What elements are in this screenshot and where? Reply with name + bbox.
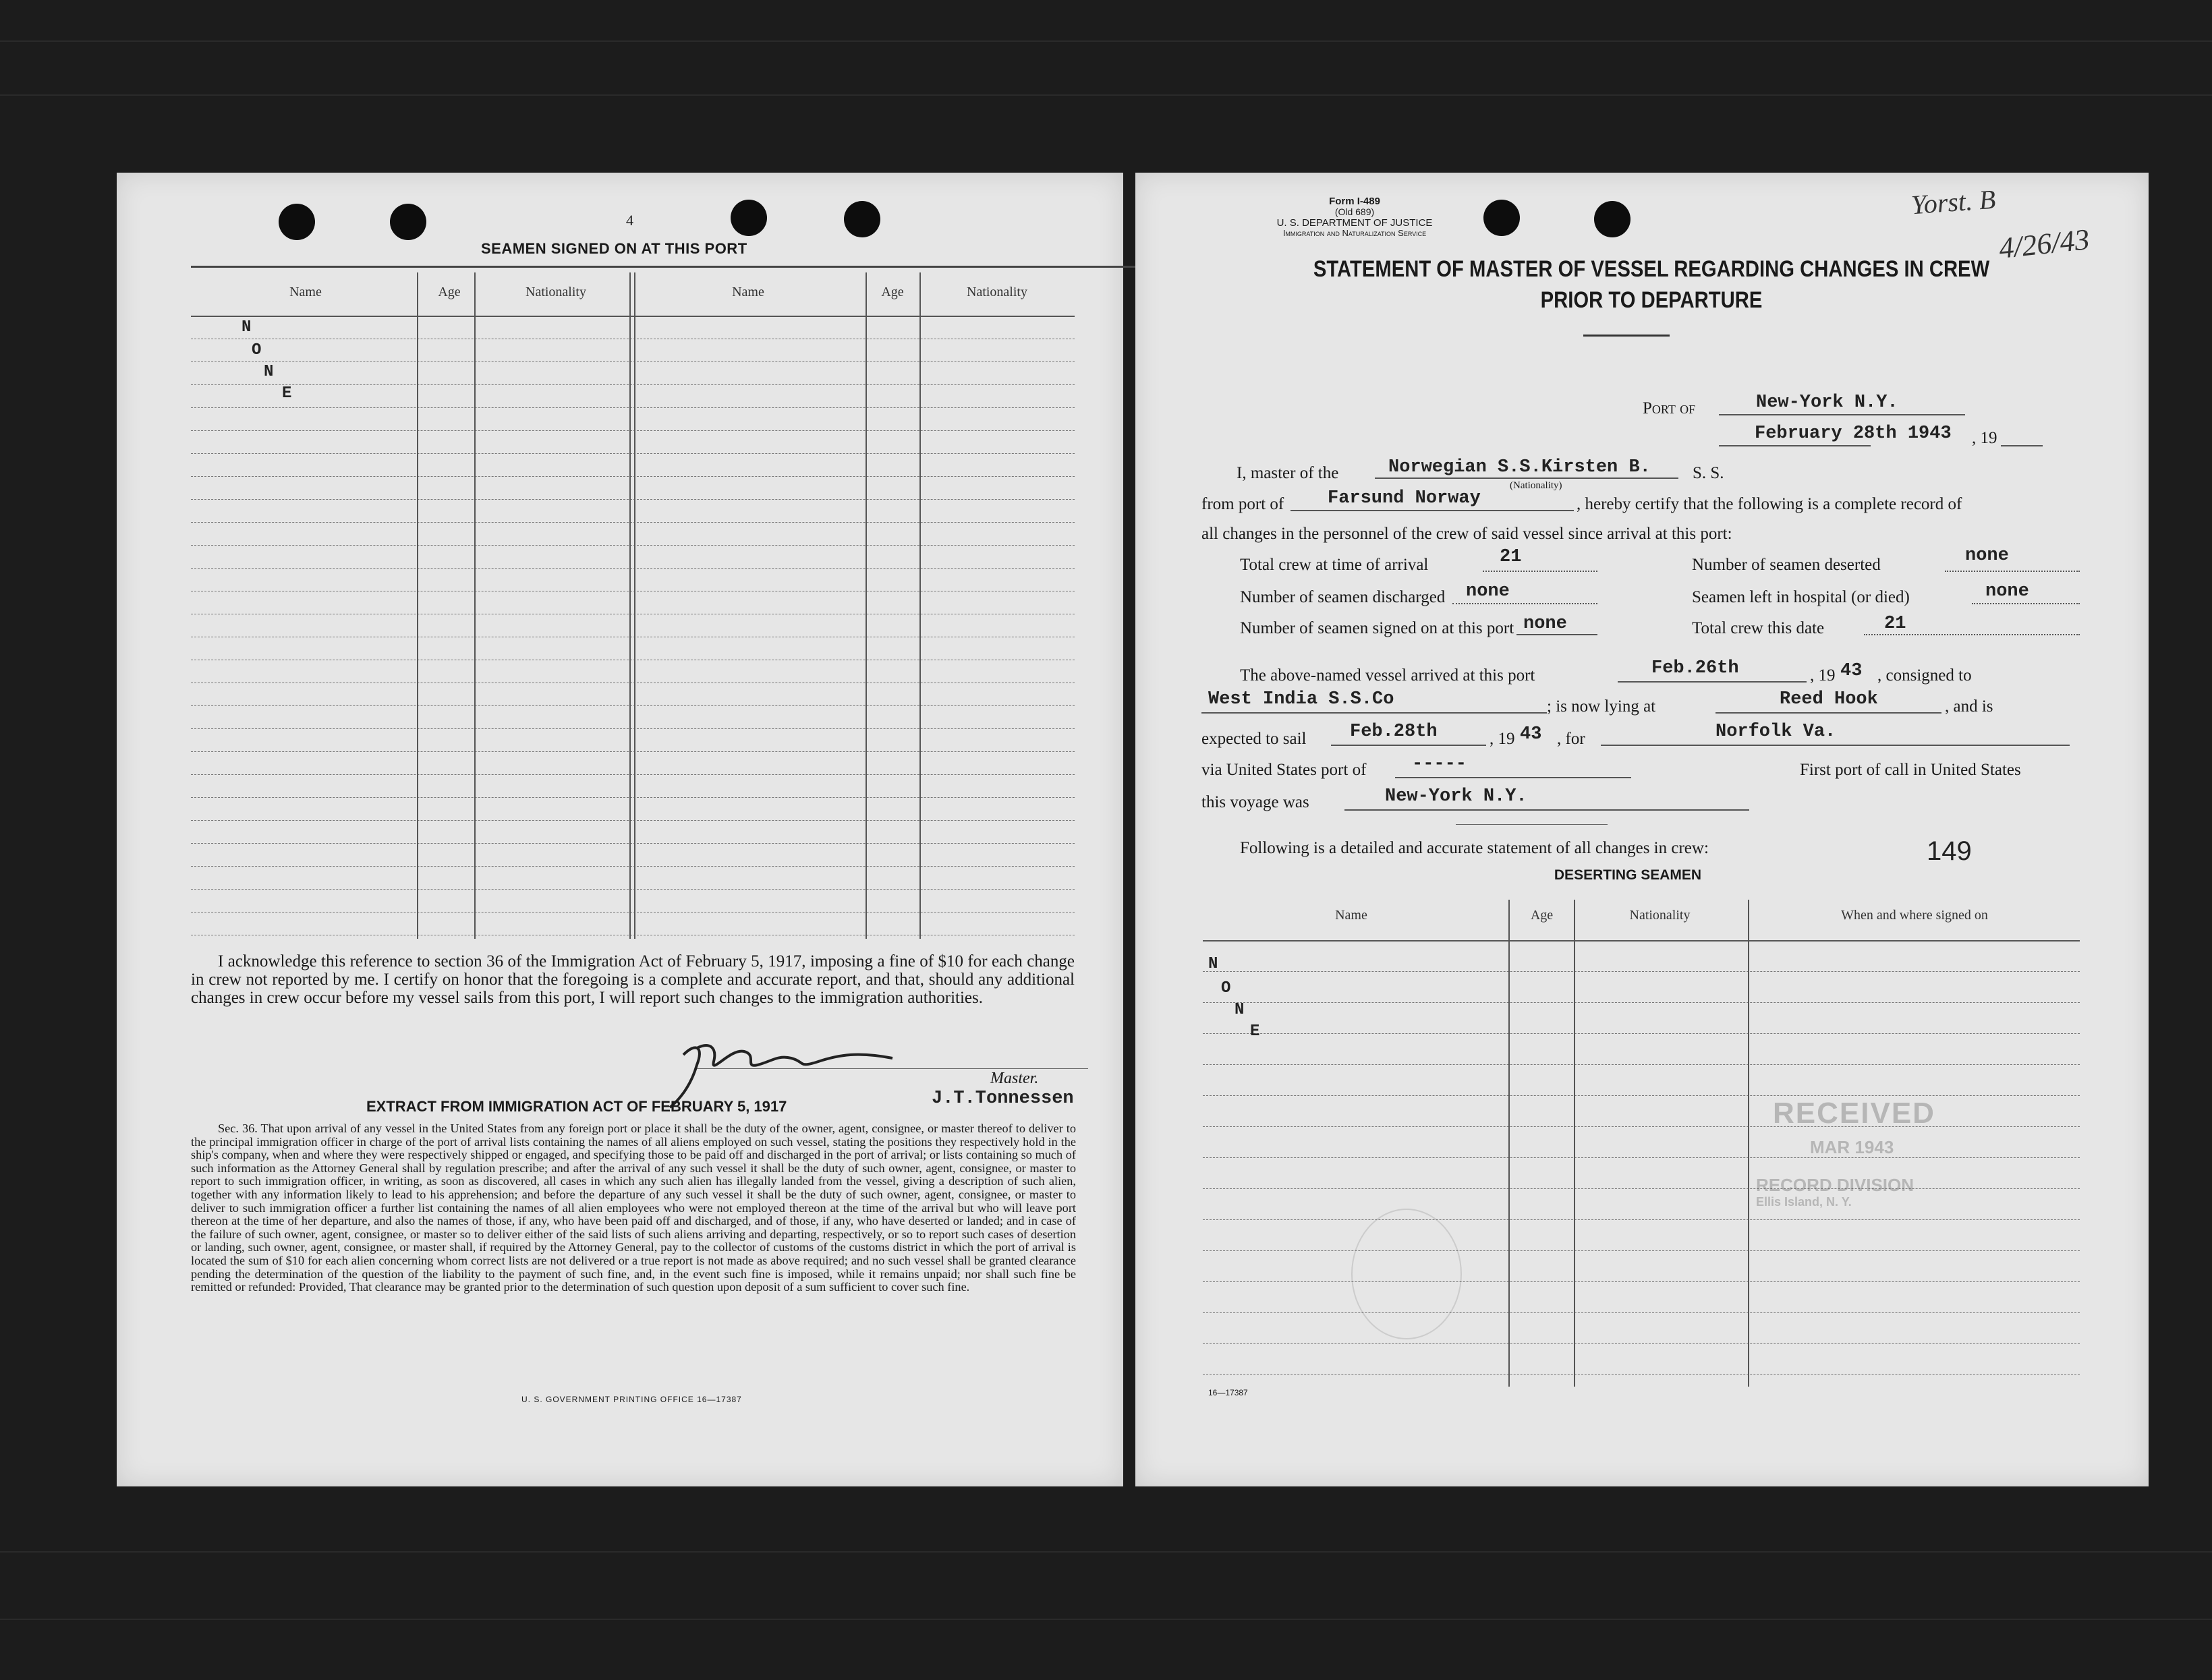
table-rule	[1203, 1219, 2080, 1220]
department: U. S. DEPARTMENT OF JUSTICE	[1276, 217, 1433, 229]
discharged-label: Number of seamen discharged	[1240, 588, 1446, 606]
table-rule	[1203, 1281, 2080, 1282]
footer-code: 16—17387	[1208, 1388, 1248, 1397]
service: Immigration and Naturalization Service	[1282, 228, 1427, 238]
deserted-dots	[1945, 571, 2080, 572]
arrived-label: The above-named vessel arrived at this port	[1240, 666, 1535, 685]
none-letter: E	[1250, 1022, 1260, 1041]
year-suffix: , 19	[1972, 429, 1997, 447]
table-rule	[191, 453, 1075, 454]
master-of-label: I, master of the	[1237, 464, 1339, 482]
sail-year-value: 43	[1520, 724, 1542, 745]
table-rule	[866, 272, 867, 939]
arrived-year: 43	[1840, 661, 1863, 681]
form-old: (Old 689)	[1334, 206, 1375, 217]
title-underline	[1583, 335, 1670, 337]
total-crew-arrival-label: Total crew at time of arrival	[1240, 556, 1429, 574]
received-stamp-division: RECORD DIVISION	[1756, 1175, 1915, 1195]
col-nationality: Nationality	[1629, 908, 1691, 923]
year-19-label: , 19	[1810, 666, 1836, 685]
table-rule	[417, 272, 418, 939]
signed-on-value: none	[1523, 614, 1567, 634]
number-149: 149	[1927, 836, 1972, 866]
expected-label: expected to sail	[1201, 730, 1307, 748]
sail-year-label: , 19	[1490, 730, 1515, 748]
via-value: -----	[1412, 754, 1467, 774]
date-value: February 28th 1943	[1755, 424, 1952, 444]
via-label: via United States port of	[1201, 761, 1367, 779]
from-port-rule	[1291, 510, 1574, 511]
punch-hole	[279, 204, 315, 240]
none-letter: N	[242, 318, 252, 337]
table-rule	[919, 272, 921, 939]
form-title-line-2: PRIOR TO DEPARTURE	[1540, 287, 1763, 313]
col-age-1: Age	[438, 285, 461, 299]
handwritten-note: Yorst. B	[1910, 183, 1997, 221]
for-label: , for	[1557, 730, 1585, 748]
master-label: Master.	[990, 1070, 1039, 1087]
received-stamp-date: MAR 1943	[1810, 1137, 1894, 1157]
punch-hole	[844, 201, 880, 237]
round-seal	[1351, 1209, 1462, 1339]
table-rule	[191, 476, 1075, 477]
total-crew-arrival-value: 21	[1500, 547, 1522, 567]
none-letter: O	[252, 341, 262, 359]
table-rule	[474, 272, 476, 939]
table-rule	[634, 272, 635, 939]
sail-date-rule	[1331, 745, 1486, 746]
table-rule	[1203, 1374, 2080, 1375]
table-rule	[1203, 940, 2080, 942]
received-stamp: RECEIVED	[1773, 1097, 1935, 1130]
table-rule	[191, 545, 1075, 546]
destination-value: Norfolk Va.	[1715, 722, 1836, 742]
voyage-underline	[1456, 824, 1608, 825]
table-rule	[191, 499, 1075, 500]
table-rule	[191, 568, 1075, 569]
table-rule	[1203, 1095, 2080, 1096]
total-crew-date-dots	[1864, 634, 2080, 635]
col-name-2: Name	[732, 285, 764, 299]
table-rule	[1203, 971, 2080, 972]
total-crew-date-label: Total crew this date	[1692, 619, 1825, 637]
col-name: Name	[1335, 908, 1367, 923]
vessel-value: Norwegian S.S.Kirsten B.	[1388, 457, 1651, 477]
and-is-label: , and is	[1945, 697, 1993, 716]
table-rule	[191, 407, 1075, 408]
received-stamp-place: Ellis Island, N. Y.	[1756, 1195, 1852, 1209]
col-age-2: Age	[881, 285, 904, 299]
deserted-value: none	[1965, 546, 2009, 566]
table-rule	[1203, 1064, 2080, 1065]
arrived-value: Feb.26th	[1651, 658, 1739, 678]
signature-line	[697, 1068, 1088, 1069]
none-letter: E	[282, 384, 292, 403]
punch-hole	[731, 200, 767, 236]
table-rule	[1203, 1250, 2080, 1251]
table-rule	[1203, 1157, 2080, 1158]
year-rule	[2001, 445, 2043, 446]
destination-rule	[1601, 745, 2070, 746]
port-of-value: New-York N.Y.	[1756, 393, 1898, 413]
table-rule	[191, 751, 1075, 752]
none-letter: N	[264, 363, 274, 381]
consignee-value: West India S.S.Co	[1208, 689, 1394, 709]
lying-label: ; is now lying at	[1547, 697, 1656, 716]
extract-title: EXTRACT FROM IMMIGRATION ACT OF FEBRUARY 5, 1917	[366, 1098, 787, 1115]
acknowledgment-text: I acknowledge this reference to section 36 of the Immigration Act of February 5, 1917, imposing a fine of $10 for each change in crew not reported by me. I certify on honor that the foregoing is a complete and accurate report, and that, should any additional changes in crew occur before my vessel sails from this port, I will report such changes to the immigration authorities.	[191, 952, 1075, 1007]
table-rule	[1203, 1188, 2080, 1189]
none-letter: N	[1208, 955, 1218, 973]
nationality-note: (Nationality)	[1510, 480, 1562, 491]
consignee-rule	[1201, 712, 1547, 714]
table-rule	[1203, 1343, 2080, 1344]
table-rule	[191, 705, 1075, 706]
left-page	[117, 173, 1123, 1486]
signed-on-dots	[1516, 634, 1597, 635]
table-rule	[191, 912, 1075, 913]
col-signed-on: When and where signed on	[1841, 908, 1988, 923]
table-rule	[191, 797, 1075, 798]
table-rule	[1203, 1002, 2080, 1003]
table-rule	[191, 316, 1075, 317]
consigned-label: , consigned to	[1877, 666, 1972, 685]
following-text: Following is a detailed and accurate statement of all changes in crew:	[1240, 839, 1709, 857]
deserting-title: DESERTING SEAMEN	[1554, 867, 1702, 883]
certify-text: , hereby certify that the following is a complete record of	[1577, 495, 1962, 513]
date-rule	[1719, 445, 1871, 446]
page-number: 4	[626, 212, 633, 229]
port-of-rule	[1719, 414, 1965, 415]
table-rule	[191, 430, 1075, 431]
table-rule	[1203, 1312, 2080, 1313]
lying-rule	[1715, 712, 1941, 714]
table-rule	[191, 361, 1075, 362]
table-rule	[191, 728, 1075, 729]
punch-hole	[1594, 201, 1630, 237]
form-title-line-1: STATEMENT OF MASTER OF VESSEL REGARDING CHANGES IN CREW	[1313, 256, 1990, 282]
hospital-label: Seamen left in hospital (or died)	[1692, 588, 1910, 606]
form-number: Form I-489	[1329, 196, 1380, 207]
sail-date-value: Feb.28th	[1350, 722, 1438, 742]
table-rule	[629, 272, 631, 939]
printing-office: U. S. GOVERNMENT PRINTING OFFICE 16—17387	[521, 1395, 742, 1404]
from-port-value: Farsund Norway	[1328, 488, 1481, 509]
table-rule	[1574, 900, 1575, 1387]
table-rule	[191, 384, 1075, 385]
ss-label: S. S.	[1693, 464, 1724, 482]
col-age: Age	[1530, 908, 1554, 923]
table-rule	[191, 866, 1075, 867]
table-rule	[1203, 1126, 2080, 1127]
none-letter: N	[1235, 1001, 1245, 1019]
punch-hole	[390, 204, 426, 240]
table-rule	[191, 843, 1075, 844]
handwritten-date: 4/26/43	[1997, 223, 2091, 265]
col-nationality-1: Nationality	[526, 285, 586, 299]
arrived-rule	[1618, 681, 1807, 683]
right-page	[1135, 173, 2149, 1486]
master-name: J.T.Tonnessen	[932, 1089, 1074, 1109]
section-36-text: Sec. 36. That upon arrival of any vessel in the United States from any foreign port or place it shall be the duty of the owner, agent, consignee, or master thereof to deliver to the principal immigration officer in charge of the port of arrival lists containing the names of all aliens employed on such vessel, stating the positions they respectively hold in the ship's company, when and where they were respectively shipped or engaged, and specifying those to be paid off and discharged in the port of arrival; or lists containing so much of such information as the Attorney General shall by regulation prescribe; and after the arrival of any such vessel it shall be the duty of such owner, agent, consignee, or master to report to such immigration officer, in writing, as soon as discovered, all cases in which any such alien has illegally landed from the vessel, giving a description of such alien, together with any information likely to lead to his apprehension; and before the departure of any such vessel it shall be the duty of such owner, agent, consignee, or master to deliver to such immigration officer a further list containing the names of all alien employees who were not employed thereon at the time of the arrival but who will leave port thereon at the time of her departure, and also the names of those, if any, who have been paid off and discharged, and of those, if any, who have deserted or landed; and in case of the failure of such owner, agent, consignee, or master so to deliver either of the said lists of such aliens arriving and departing, respectively, or so to report such cases of desertion or landing, such owner, agent, consignee, or master shall, if required by the Attorney General, pay to the collector of customs of the customs district in which the port of arrival is located the sum of $10 for each alien concerning whom correct lists are not delivered or a true report is not made as above required; and no such vessel shall be granted clearance pending the determination of the question of the liability to the payment of such fine, and, in the event such fine is imposed, while it remains unpaid; nor shall such fine be remitted or refunded: Provided, That clearance may be granted prior to the determination of such question upon deposit of a sum sufficient to cover such fine.	[191, 1122, 1076, 1294]
vessel-rule	[1375, 477, 1678, 479]
table-rule	[191, 889, 1075, 890]
via-rule	[1395, 777, 1631, 778]
all-changes-text: all changes in the personnel of the crew of said vessel since arrival at this port:	[1201, 525, 1732, 543]
voyage-rule	[1344, 809, 1749, 811]
col-name-1: Name	[289, 285, 322, 299]
arrival-dots	[1483, 571, 1597, 572]
col-nationality-2: Nationality	[967, 285, 1027, 299]
table-rule	[191, 820, 1075, 821]
none-letter: O	[1221, 979, 1231, 997]
lying-value: Reed Hook	[1780, 689, 1878, 709]
deserted-label: Number of seamen deserted	[1692, 556, 1881, 574]
total-crew-date-value: 21	[1884, 614, 1906, 634]
table-rule	[1203, 1033, 2080, 1034]
port-of-label: Port of	[1643, 399, 1696, 417]
first-port-label: First port of call in United States	[1800, 761, 2021, 779]
hospital-dots	[1972, 603, 2080, 604]
signed-on-label: Number of seamen signed on at this port	[1240, 619, 1514, 637]
voyage-label: this voyage was	[1201, 793, 1309, 811]
table-rule	[191, 774, 1075, 775]
voyage-value: New-York N.Y.	[1385, 786, 1527, 807]
section-title: SEAMEN SIGNED ON AT THIS PORT	[481, 240, 747, 257]
from-port-label: from port of	[1201, 495, 1284, 513]
table-rule	[1508, 900, 1510, 1387]
discharged-value: none	[1466, 581, 1510, 602]
hospital-value: none	[1985, 581, 2029, 602]
top-rule	[191, 266, 1188, 268]
discharged-dots	[1452, 603, 1597, 604]
table-rule	[191, 522, 1075, 523]
table-rule	[1748, 900, 1749, 1387]
